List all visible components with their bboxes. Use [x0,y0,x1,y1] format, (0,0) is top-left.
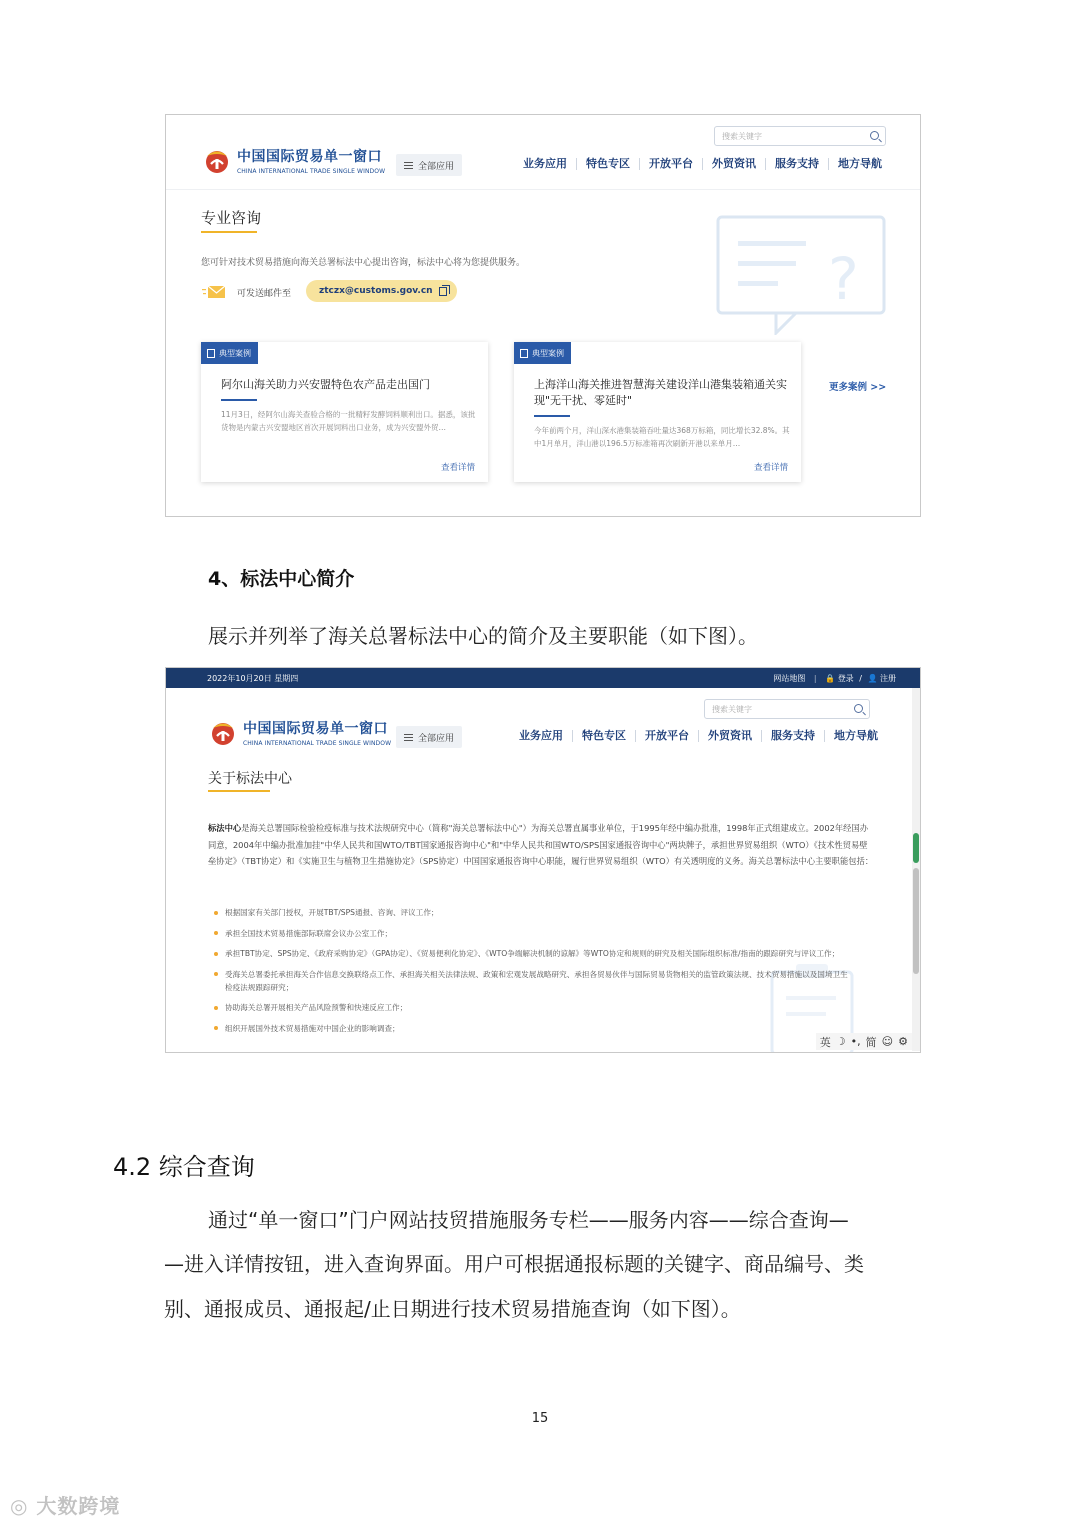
logo-title: 中国国际贸易单一窗口 [243,720,388,737]
case-tag [514,342,571,364]
list-item: 承担全国技术贸易措施部际联席会议办公室工作； [214,927,854,940]
logo-subtitle: CHINA INTERNATIONAL TRADE SINGLE WINDOW [237,167,386,175]
date-text: 2022年10月20日 星期四 [207,674,299,683]
all-apps-label: 全部应用 [418,161,455,172]
site-logo[interactable] [202,145,385,175]
emoji-icon[interactable]: ☺ [881,1035,894,1048]
main-nav [523,158,891,170]
search-icon[interactable] [854,704,863,713]
question-bubble-illustration [716,215,886,335]
top-bar [166,668,920,688]
list-item: 根据国家有关部门授权，开展TBT/SPS通报、咨询、评议工作； [214,906,854,919]
logo-title: 中国国际贸易单一窗口 [237,148,382,165]
scrollbar-thumb[interactable] [913,868,919,974]
login-link[interactable]: 登录 [837,674,854,683]
moon-icon[interactable]: ☽ [835,1035,846,1048]
watermark [10,1490,120,1519]
ime-lang[interactable]: 英 [819,1035,831,1049]
punctuation-icon[interactable]: •, [850,1035,861,1048]
main-nav [519,730,887,742]
lock-icon: 🔒 [825,674,836,683]
search-input[interactable] [714,126,886,146]
mail-label: 可发送邮件至 [237,289,292,299]
case-title-underline [221,399,257,401]
site-logo[interactable] [208,717,391,747]
nav-item[interactable]: 地方导航 [824,730,887,742]
intro-text: 您可针对技术贸易措施向海关总署标法中心提出咨询，标法中心将为您提供服务。 [201,258,526,268]
view-details-link[interactable]: 查看详情 [753,463,788,473]
case-title[interactable]: 阿尔山海关助力兴安盟特色农产品走出国门 [221,378,430,391]
search-icon[interactable] [870,131,879,140]
watermark-icon: ◎ [10,1494,29,1518]
intro-text [208,820,874,870]
search-input[interactable] [704,699,870,719]
duty-list [214,906,854,1042]
nav-item[interactable]: 业务应用 [519,729,563,742]
ime-simplified[interactable]: 简 [865,1035,877,1049]
case-title[interactable]: 上海洋山海关推进智慧海关建设洋山港集装箱通关实现"无干扰、零延时" [534,378,787,407]
section-heading: 4、标法中心简介 [208,568,355,590]
title-underline [201,231,257,233]
case-summary: 11月3日，经阿尔山海关查验合格的一批精籽发酵饲料顺利出口。据悉，该批货物是内蒙古兴安盟地区首次开展饲料出口业务，成为兴安盟外贸… [221,410,476,432]
nav-item[interactable]: 开放平台 [635,730,698,742]
section-title: 专业咨询 [201,209,262,227]
screenshot-about-center [165,667,921,1053]
nav-item[interactable]: 服务支持 [761,730,824,742]
top-links: 网站地图 | 🔒 登录 / 👤 注册 [773,674,896,683]
copy-icon[interactable] [439,287,447,296]
paragraph-line: 通过“单一窗口”门户网站技贸措施服务专栏——服务内容——综合查询— [208,1208,849,1232]
nav-item[interactable]: 业务应用 [523,157,567,170]
case-card[interactable] [201,342,488,482]
document-icon [207,349,215,358]
section-title: 关于标法中心 [208,771,292,787]
case-tag [201,342,258,364]
all-apps-button[interactable] [396,154,462,176]
screenshot-consulting [165,114,921,517]
settings-icon[interactable]: ⚙ [898,1035,908,1048]
title-underline [208,790,270,792]
ime-toolbar[interactable] [816,1033,912,1050]
case-summary: 今年前两个月，洋山深水港集装箱吞吐量达368万标箱，同比增长32.8%。其中1月单月，洋山港以196.5万标准箱再次刷新开港以来单月… [534,426,790,448]
logo-subtitle: CHINA INTERNATIONAL TRADE SINGLE WINDOW [243,739,392,747]
nav-item[interactable]: 开放平台 [639,158,702,170]
email-address: ztczx@customs.gov.cn [319,286,433,296]
intro-bold: 标法中心 [208,823,242,833]
nav-item[interactable]: 外贸资讯 [698,730,761,742]
register-link[interactable]: 注册 [880,674,896,683]
intro-body: 是海关总署国际检验检疫标准与技术法规研究中心（简称"海关总署标法中心"）为海关总署直属事业单位，于1995年经中编办批准，1998年正式组建成立。2002年经国办同意，2004年中编办批准加挂"中华人民共和国WTO/TBT国家通报咨询中心"和"中华人民共和国WTO/SPS国家通报咨询中心"两块牌子，承担世界贸易组织（WTO）《技术性贸易壁垒协定》（TBT协定）和《实施卫生与植物卫生措施协定》（SPS协定）中国国家通报咨询中心职能，履行世界贸易组织（WTO）有关透明度的义务。海关总署标法中心主要职能包括： [208,823,874,866]
logo-icon [208,717,238,747]
page-number: 15 [531,1411,549,1426]
search-placeholder: 搜索关键字 [722,131,762,141]
section-heading-4-2: 4.2 综合查询 [113,1153,255,1181]
all-apps-label: 全部应用 [418,733,455,744]
nav-item[interactable]: 外贸资讯 [702,158,765,170]
list-item: 组织开展国外技术贸易措施对中国企业的影响调查； [214,1022,854,1035]
paragraph: 展示并列举了海关总署标法中心的简介及主要职能（如下图）。 [208,624,758,648]
list-item: 承担TBT协定、SPS协定、《政府采购协定》（GPA协定）、《贸易便利化协定》、《WTO争端解决机制的谅解》等WTO协定和规则的研究及相关国际组织标准/指南的跟踪研究与评议工作； [214,947,854,960]
email-link[interactable] [306,280,457,302]
document-icon [520,349,528,358]
user-icon: 👤 [867,674,878,683]
list-item: 受海关总署委托承担海关合作信息交换联络点工作、承担海关相关法律法规、政策和宏观发展战略研究、承担各贸易伙伴与国际贸易货物相关的监管政策法规、技术贸易措施以及国境卫生检疫法规跟踪研究； [214,968,854,994]
logo-icon [202,145,232,175]
search-placeholder: 搜索关键字 [712,704,752,714]
nav-item[interactable]: 特色专区 [576,158,639,170]
case-title-underline [534,415,570,417]
paragraph-line: —进入详情按钮，进入查询界面。用户可根据通报标题的关键字、商品编号、类 [164,1252,864,1276]
menu-icon [404,162,413,169]
view-details-link[interactable]: 查看详情 [440,463,475,473]
menu-icon [404,734,413,741]
more-cases-link[interactable]: 更多案例 >> [829,382,887,393]
scroll-marker [913,833,919,863]
svg-text:?: ? [828,245,859,313]
nav-item[interactable]: 服务支持 [765,158,828,170]
case-tag-label: 典型案例 [219,348,251,358]
sitemap-link[interactable]: 网站地图 [773,674,806,683]
watermark-text: 大数跨境 [36,1494,121,1518]
all-apps-button[interactable] [396,726,462,748]
paragraph-line: 别、通报成员、通报起/止日期进行技术贸易措施查询（如下图）。 [164,1297,741,1321]
nav-item[interactable]: 地方导航 [828,158,891,170]
case-card[interactable] [514,342,801,482]
list-item: 协助海关总署开展相关产品风险预警和快速反应工作； [214,1001,854,1014]
nav-item[interactable]: 特色专区 [572,730,635,742]
case-tag-label: 典型案例 [532,348,564,358]
mail-icon [202,285,226,299]
